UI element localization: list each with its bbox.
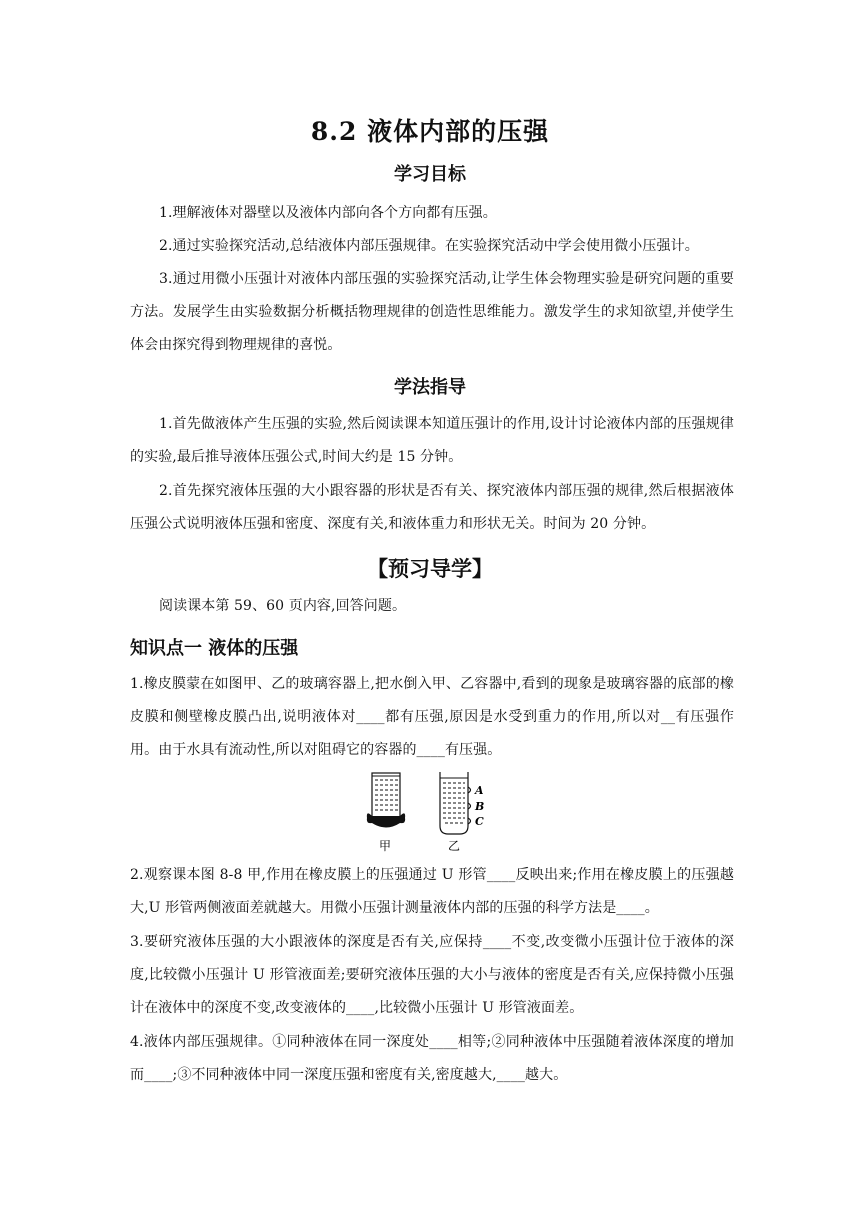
goal-item-3: 3.通过用微小压强计对液体内部压强的实验探究活动,让学生体会物理实验是研究问题的重要方法。发展学生由实验数据分析概括物理规律的创造性思维能力。激发学生的求知欲望,并使学生体会由探究得到物理规律的喜悦。 [130, 271, 734, 353]
heading-study-method: 学法指导 [394, 377, 466, 398]
method-item-1: 1.首先做液体产生压强的实验,然后阅读课本知道压强计的作用,设计讨论液体内部的压强规律的实验,最后推导液体压强公式,时间大约是 15 分钟。 [130, 416, 734, 465]
question-3: 3.要研究液体压强的大小跟液体的深度是否有关,应保持____不变,改变微小压强计位于液体的深度,比较微小压强计 U 形管液面差;要研究液体压强的大小与液体的密度是否有关,应保持微小压强计在液体中的深度不变,改变液体的____,比较微小压强计 U 形管液面差。 [130, 934, 734, 1016]
containers-diagram [362, 770, 502, 854]
question-1: 1.橡皮膜蒙在如图甲、乙的玻璃容器上,把水倒入甲、乙容器中,看到的现象是玻璃容器的底部的橡皮膜和侧壁橡皮膜凸出,说明液体对____都有压强,原因是水受到重力的作用,所以对__有压强作用。由于水具有流动性,所以对阻碍它的容器的____有压强。 [130, 676, 734, 758]
question-4: 4.液体内部压强规律。①同种液体在同一深度处____相等;②同种液体中压强随着液体深度的增加而____;③不同种液体中同一深度压强和密度有关,密度越大,____越大。 [130, 1034, 734, 1083]
heading-preview: 【预习导学】 [367, 557, 493, 581]
label-b: B [475, 800, 485, 813]
method-item-2: 2.首先探究液体压强的大小跟容器的形状是否有关、探究液体内部压强的规律,然后根据液体压强公式说明液体压强和密度、深度有关,和液体重力和形状无关。时间为 20 分钟。 [130, 483, 734, 532]
label-c: C [475, 815, 484, 828]
container-jia [367, 773, 405, 853]
knowledge-point-heading: 知识点一 液体的压强 [130, 638, 299, 659]
experiment-figure [362, 770, 502, 858]
goal-item-2: 2.通过实验探究活动,总结液体内部压强规律。在实验探究活动中学会使用微小压强计。 [159, 238, 699, 254]
preview-intro: 阅读课本第 59、60 页内容,回答问题。 [159, 598, 407, 614]
label-a: A [475, 784, 484, 797]
goal-item-1: 1.理解液体对器壁以及液体内部向各个方向都有压强。 [159, 205, 497, 221]
heading-learning-goals: 学习目标 [394, 164, 466, 185]
label-yi: 乙 [448, 839, 461, 853]
container-yi [440, 772, 484, 853]
page-title: 8.2 液体内部的压强 [310, 117, 550, 146]
question-2: 2.观察课本图 8-8 甲,作用在橡皮膜上的压强通过 U 形管____反映出来;作用在橡皮膜上的压强越大,U 形管两侧液面差就越大。用微小压强计测量液体内部的压强的科学方法是____。 [130, 867, 734, 916]
label-jia: 甲 [379, 839, 392, 853]
